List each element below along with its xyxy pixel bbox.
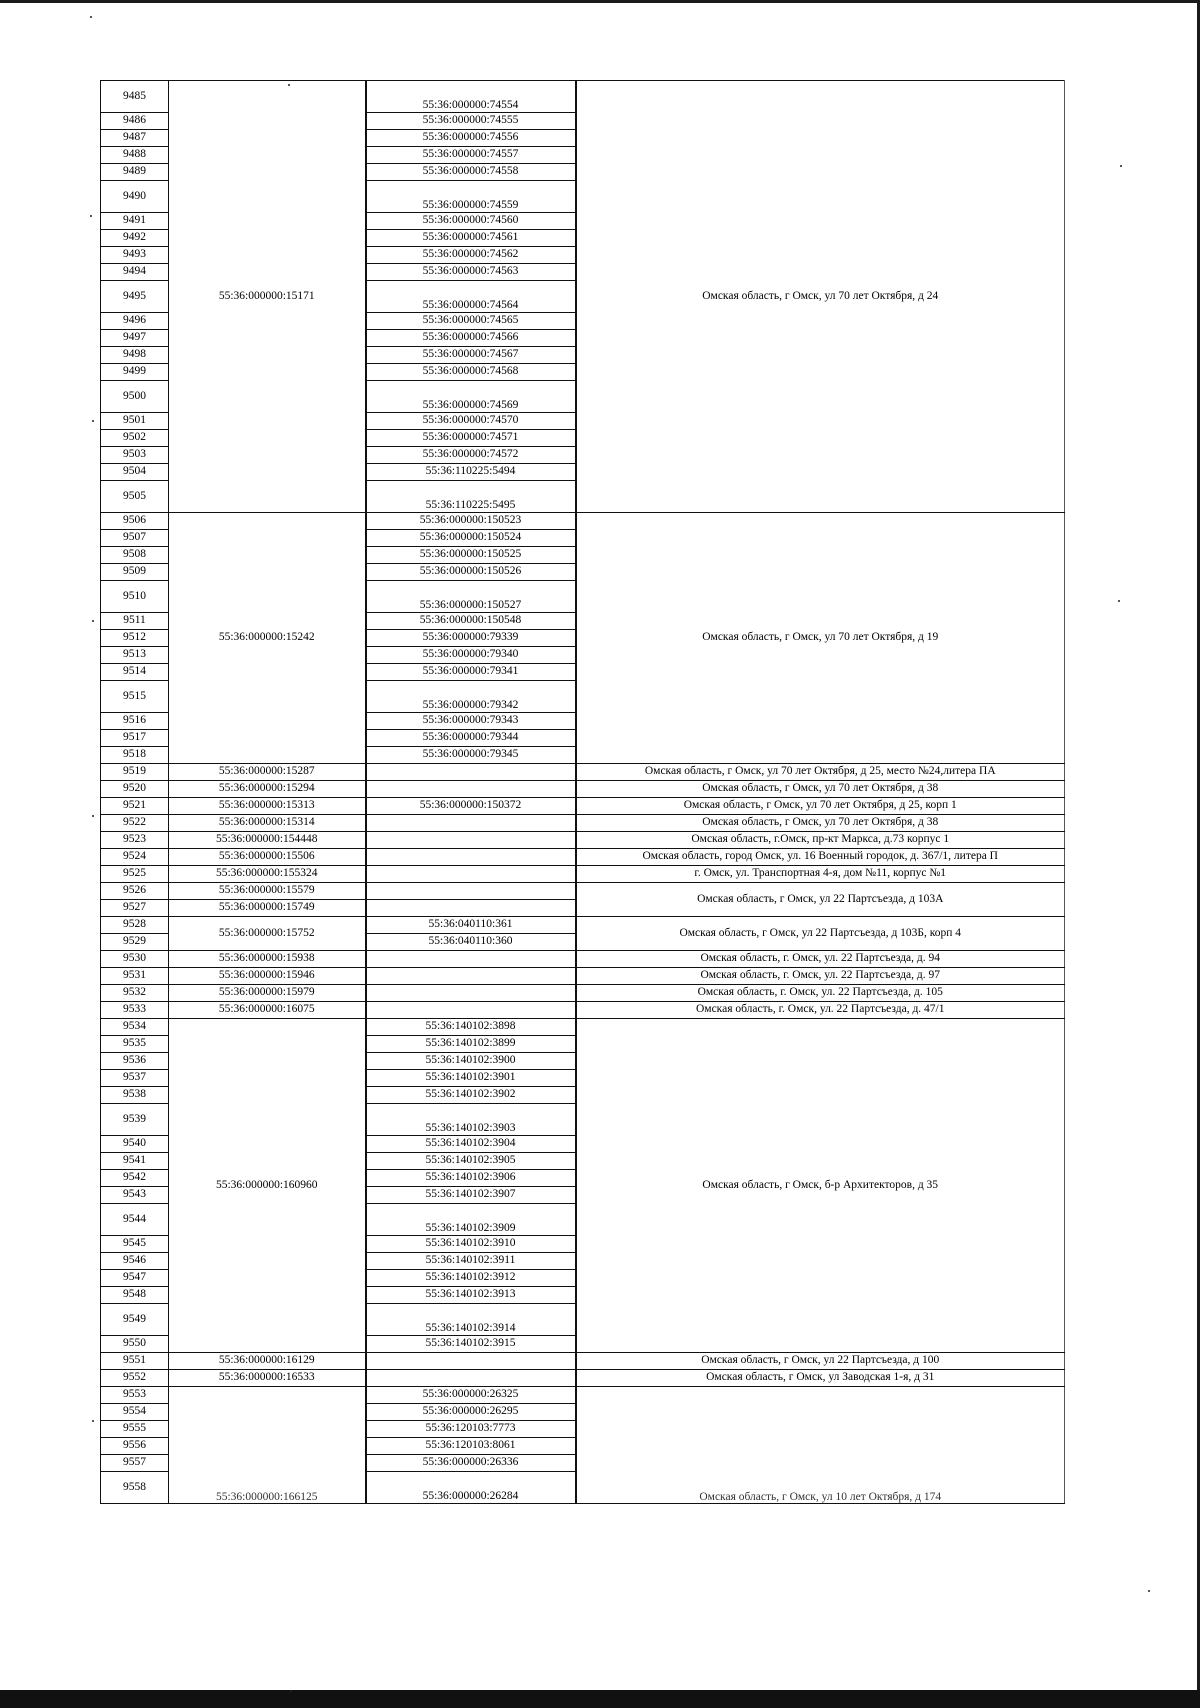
cadastral-number: 55:36:000000:15506 bbox=[169, 849, 366, 866]
parcel-number: 55:36:110225:5494 bbox=[366, 464, 576, 481]
scan-speck bbox=[92, 420, 94, 422]
cadastral-number: 55:36:000000:15579 bbox=[169, 883, 366, 900]
row-number: 9509 bbox=[101, 564, 169, 581]
row-number: 9501 bbox=[101, 413, 169, 430]
cadastral-number: 55:36:000000:15938 bbox=[169, 951, 366, 968]
row-number: 9522 bbox=[101, 815, 169, 832]
parcel-number: 55:36:000000:74571 bbox=[366, 430, 576, 447]
cadastral-number: 55:36:000000:154448 bbox=[169, 832, 366, 849]
parcel-number: 55:36:000000:74555 bbox=[366, 113, 576, 130]
parcel-number bbox=[366, 764, 576, 781]
table-row bbox=[101, 81, 1065, 113]
row-number: 9520 bbox=[101, 781, 169, 798]
row-number: 9527 bbox=[101, 900, 169, 917]
row-number: 9555 bbox=[101, 1421, 169, 1438]
parcel-number: 55:36:000000:74562 bbox=[366, 247, 576, 264]
cadastral-number: 55:36:000000:160960 bbox=[169, 1019, 366, 1353]
row-number: 9487 bbox=[101, 130, 169, 147]
cadastral-number: 55:36:000000:15752 bbox=[169, 917, 366, 951]
object-address: г. Омск, ул. Транспортная 4-я, дом №11, корпус №1 bbox=[576, 866, 1065, 883]
row-number: 9526 bbox=[101, 883, 169, 900]
parcel-number: 55:36:000000:74557 bbox=[366, 147, 576, 164]
parcel-number: 55:36:000000:26336 bbox=[366, 1455, 576, 1472]
row-number: 9534 bbox=[101, 1019, 169, 1036]
row-number: 9494 bbox=[101, 264, 169, 281]
parcel-number: 55:36:000000:79341 bbox=[366, 664, 576, 681]
parcel-number: 55:36:140102:3906 bbox=[366, 1170, 576, 1187]
row-number: 9493 bbox=[101, 247, 169, 264]
parcel-number bbox=[366, 968, 576, 985]
parcel-number: 55:36:000000:79342 bbox=[366, 681, 576, 713]
object-address: Омская область, г. Омск, ул. 22 Партсъезда, д. 94 bbox=[576, 951, 1065, 968]
row-number: 9513 bbox=[101, 647, 169, 664]
row-number: 9549 bbox=[101, 1304, 169, 1336]
parcel-number: 55:36:000000:150523 bbox=[366, 513, 576, 530]
scan-speck bbox=[90, 215, 92, 217]
cadastral-number: 55:36:000000:15979 bbox=[169, 985, 366, 1002]
row-number: 9517 bbox=[101, 730, 169, 747]
scan-speck bbox=[92, 815, 94, 817]
parcel-number: 55:36:000000:150372 bbox=[366, 798, 576, 815]
parcel-number: 55:36:140102:3903 bbox=[366, 1104, 576, 1136]
row-number: 9552 bbox=[101, 1370, 169, 1387]
parcel-number: 55:36:140102:3910 bbox=[366, 1236, 576, 1253]
parcel-number: 55:36:000000:74565 bbox=[366, 313, 576, 330]
row-number: 9543 bbox=[101, 1187, 169, 1204]
parcel-number bbox=[366, 781, 576, 798]
row-number: 9551 bbox=[101, 1353, 169, 1370]
row-number: 9492 bbox=[101, 230, 169, 247]
parcel-number: 55:36:000000:26284 bbox=[366, 1472, 576, 1504]
parcel-number bbox=[366, 985, 576, 1002]
parcel-number bbox=[366, 1370, 576, 1387]
row-number: 9491 bbox=[101, 213, 169, 230]
parcel-number: 55:36:000000:74560 bbox=[366, 213, 576, 230]
parcel-number: 55:36:000000:79344 bbox=[366, 730, 576, 747]
row-number: 9558 bbox=[101, 1472, 169, 1504]
parcel-number: 55:36:140102:3914 bbox=[366, 1304, 576, 1336]
cadastral-number: 55:36:000000:16533 bbox=[169, 1370, 366, 1387]
parcel-number: 55:36:000000:150524 bbox=[366, 530, 576, 547]
parcel-number bbox=[366, 832, 576, 849]
parcel-number: 55:36:000000:150548 bbox=[366, 613, 576, 630]
table-row bbox=[101, 815, 1065, 832]
parcel-number: 55:36:040110:361 bbox=[366, 917, 576, 934]
parcel-number: 55:36:140102:3913 bbox=[366, 1287, 576, 1304]
row-number: 9507 bbox=[101, 530, 169, 547]
row-number: 9539 bbox=[101, 1104, 169, 1136]
scan-speck bbox=[1148, 1590, 1150, 1592]
parcel-number: 55:36:000000:26295 bbox=[366, 1404, 576, 1421]
row-number: 9548 bbox=[101, 1287, 169, 1304]
parcel-number: 55:36:000000:150525 bbox=[366, 547, 576, 564]
parcel-number: 55:36:140102:3905 bbox=[366, 1153, 576, 1170]
parcel-number: 55:36:000000:26325 bbox=[366, 1387, 576, 1404]
row-number: 9490 bbox=[101, 181, 169, 213]
table-row bbox=[101, 1370, 1065, 1387]
object-address: Омская область, г Омск, ул 70 лет Октября, д 25, корп 1 bbox=[576, 798, 1065, 815]
object-address: Омская область, г Омск, б-р Архитекторов, д 35 bbox=[576, 1019, 1065, 1353]
table-row bbox=[101, 866, 1065, 883]
row-number: 9525 bbox=[101, 866, 169, 883]
row-number: 9496 bbox=[101, 313, 169, 330]
row-number: 9485 bbox=[101, 81, 169, 113]
row-number: 9502 bbox=[101, 430, 169, 447]
parcel-number: 55:36:140102:3902 bbox=[366, 1087, 576, 1104]
parcel-number: 55:36:140102:3901 bbox=[366, 1070, 576, 1087]
parcel-number: 55:36:140102:3899 bbox=[366, 1036, 576, 1053]
row-number: 9488 bbox=[101, 147, 169, 164]
scan-speck bbox=[1120, 165, 1122, 167]
table-row bbox=[101, 513, 1065, 530]
row-number: 9512 bbox=[101, 630, 169, 647]
table-row bbox=[101, 832, 1065, 849]
table-row bbox=[101, 985, 1065, 1002]
parcel-number: 55:36:120103:7773 bbox=[366, 1421, 576, 1438]
row-number: 9550 bbox=[101, 1336, 169, 1353]
row-number: 9556 bbox=[101, 1438, 169, 1455]
parcel-number bbox=[366, 866, 576, 883]
parcel-number: 55:36:140102:3907 bbox=[366, 1187, 576, 1204]
parcel-number: 55:36:000000:74566 bbox=[366, 330, 576, 347]
parcel-number: 55:36:000000:150526 bbox=[366, 564, 576, 581]
row-number: 9542 bbox=[101, 1170, 169, 1187]
parcel-number: 55:36:000000:74556 bbox=[366, 130, 576, 147]
parcel-number: 55:36:040110:360 bbox=[366, 934, 576, 951]
cadastral-number: 55:36:000000:15313 bbox=[169, 798, 366, 815]
row-number: 9538 bbox=[101, 1087, 169, 1104]
object-address: Омская область, г Омск, ул 22 Партсъезда, д 100 bbox=[576, 1353, 1065, 1370]
parcel-number: 55:36:000000:74569 bbox=[366, 381, 576, 413]
row-number: 9553 bbox=[101, 1387, 169, 1404]
row-number: 9489 bbox=[101, 164, 169, 181]
parcel-number bbox=[366, 849, 576, 866]
row-number: 9511 bbox=[101, 613, 169, 630]
object-address: Омская область, г Омск, ул 70 лет Октября, д 38 bbox=[576, 815, 1065, 832]
parcel-number: 55:36:000000:74554 bbox=[366, 81, 576, 113]
cadastral-number: 55:36:000000:15287 bbox=[169, 764, 366, 781]
parcel-number bbox=[366, 1002, 576, 1019]
parcel-number bbox=[366, 1353, 576, 1370]
row-number: 9486 bbox=[101, 113, 169, 130]
object-address: Омская область, г Омск, ул 22 Партсъезда, д 103Б, корп 4 bbox=[576, 917, 1065, 951]
scan-speck bbox=[92, 1420, 94, 1422]
object-address: Омская область, г. Омск, ул. 22 Партсъезда, д. 105 bbox=[576, 985, 1065, 1002]
parcel-number: 55:36:140102:3911 bbox=[366, 1253, 576, 1270]
object-address: Омская область, г.Омск, пр-кт Маркса, д.73 корпус 1 bbox=[576, 832, 1065, 849]
parcel-number: 55:36:000000:79340 bbox=[366, 647, 576, 664]
row-number: 9521 bbox=[101, 798, 169, 815]
cadastral-number: 55:36:000000:166125 bbox=[169, 1387, 366, 1504]
object-address: Омская область, г Омск, ул 10 лет Октября, д 174 bbox=[576, 1387, 1065, 1504]
scan-speck bbox=[1118, 600, 1120, 602]
row-number: 9557 bbox=[101, 1455, 169, 1472]
cadastral-number: 55:36:000000:15314 bbox=[169, 815, 366, 832]
row-number: 9499 bbox=[101, 364, 169, 381]
table-row bbox=[101, 951, 1065, 968]
parcel-number: 55:36:140102:3912 bbox=[366, 1270, 576, 1287]
object-address: Омская область, город Омск, ул. 16 Военный городок, д. 367/1, литера П bbox=[576, 849, 1065, 866]
cadastral-number: 55:36:000000:155324 bbox=[169, 866, 366, 883]
parcel-number bbox=[366, 900, 576, 917]
row-number: 9530 bbox=[101, 951, 169, 968]
parcel-number bbox=[366, 883, 576, 900]
row-number: 9531 bbox=[101, 968, 169, 985]
row-number: 9498 bbox=[101, 347, 169, 364]
parcel-number: 55:36:000000:74568 bbox=[366, 364, 576, 381]
scan-speck bbox=[90, 16, 92, 18]
cadastral-register-table bbox=[100, 80, 1065, 1504]
parcel-number: 55:36:000000:74561 bbox=[366, 230, 576, 247]
parcel-number: 55:36:000000:79343 bbox=[366, 713, 576, 730]
row-number: 9503 bbox=[101, 447, 169, 464]
row-number: 9532 bbox=[101, 985, 169, 1002]
row-number: 9541 bbox=[101, 1153, 169, 1170]
row-number: 9516 bbox=[101, 713, 169, 730]
object-address: Омская область, г Омск, ул 70 лет Октября, д 19 bbox=[576, 513, 1065, 764]
row-number: 9554 bbox=[101, 1404, 169, 1421]
parcel-number: 55:36:000000:150527 bbox=[366, 581, 576, 613]
row-number: 9506 bbox=[101, 513, 169, 530]
parcel-number: 55:36:140102:3909 bbox=[366, 1204, 576, 1236]
scan-edge-top bbox=[0, 0, 1200, 3]
table-row bbox=[101, 1019, 1065, 1036]
parcel-number: 55:36:000000:74558 bbox=[366, 164, 576, 181]
parcel-number: 55:36:000000:74567 bbox=[366, 347, 576, 364]
table-row bbox=[101, 781, 1065, 798]
scan-speck bbox=[92, 620, 94, 622]
parcel-number: 55:36:140102:3904 bbox=[366, 1136, 576, 1153]
object-address: Омская область, г. Омск, ул. 22 Партсъезда, д. 97 bbox=[576, 968, 1065, 985]
object-address: Омская область, г Омск, ул 70 лет Октября, д 38 bbox=[576, 781, 1065, 798]
row-number: 9528 bbox=[101, 917, 169, 934]
parcel-number bbox=[366, 815, 576, 832]
row-number: 9546 bbox=[101, 1253, 169, 1270]
cadastral-number: 55:36:000000:15294 bbox=[169, 781, 366, 798]
object-address: Омская область, г Омск, ул 70 лет Октября, д 25, место №24,литера ПА bbox=[576, 764, 1065, 781]
row-number: 9544 bbox=[101, 1204, 169, 1236]
parcel-number: 55:36:000000:74559 bbox=[366, 181, 576, 213]
table-row bbox=[101, 1387, 1065, 1404]
parcel-number: 55:36:000000:74572 bbox=[366, 447, 576, 464]
row-number: 9518 bbox=[101, 747, 169, 764]
row-number: 9497 bbox=[101, 330, 169, 347]
row-number: 9540 bbox=[101, 1136, 169, 1153]
parcel-number: 55:36:000000:74564 bbox=[366, 281, 576, 313]
parcel-number: 55:36:140102:3898 bbox=[366, 1019, 576, 1036]
parcel-number: 55:36:000000:79345 bbox=[366, 747, 576, 764]
object-address: Омская область, г Омск, ул Заводская 1-я, д 31 bbox=[576, 1370, 1065, 1387]
parcel-number: 55:36:120103:8061 bbox=[366, 1438, 576, 1455]
table-row bbox=[101, 798, 1065, 815]
row-number: 9515 bbox=[101, 681, 169, 713]
row-number: 9536 bbox=[101, 1053, 169, 1070]
row-number: 9535 bbox=[101, 1036, 169, 1053]
table-row bbox=[101, 917, 1065, 934]
table-row bbox=[101, 1353, 1065, 1370]
register-body bbox=[101, 81, 1065, 1504]
parcel-number: 55:36:000000:74563 bbox=[366, 264, 576, 281]
row-number: 9547 bbox=[101, 1270, 169, 1287]
cadastral-number: 55:36:000000:15171 bbox=[169, 81, 366, 513]
table-row bbox=[101, 1002, 1065, 1019]
row-number: 9514 bbox=[101, 664, 169, 681]
table-row bbox=[101, 883, 1065, 900]
cadastral-number: 55:36:000000:15749 bbox=[169, 900, 366, 917]
scan-edge-bottom bbox=[0, 1690, 1200, 1708]
object-address: Омская область, г Омск, ул 70 лет Октября, д 24 bbox=[576, 81, 1065, 513]
row-number: 9519 bbox=[101, 764, 169, 781]
parcel-number: 55:36:000000:74570 bbox=[366, 413, 576, 430]
row-number: 9533 bbox=[101, 1002, 169, 1019]
cadastral-number: 55:36:000000:15242 bbox=[169, 513, 366, 764]
object-address: Омская область, г. Омск, ул. 22 Партсъезда, д. 47/1 bbox=[576, 1002, 1065, 1019]
row-number: 9495 bbox=[101, 281, 169, 313]
table-row bbox=[101, 968, 1065, 985]
parcel-number: 55:36:140102:3915 bbox=[366, 1336, 576, 1353]
parcel-number bbox=[366, 951, 576, 968]
cadastral-number: 55:36:000000:15946 bbox=[169, 968, 366, 985]
cadastral-number: 55:36:000000:16075 bbox=[169, 1002, 366, 1019]
parcel-number: 55:36:140102:3900 bbox=[366, 1053, 576, 1070]
row-number: 9500 bbox=[101, 381, 169, 413]
row-number: 9510 bbox=[101, 581, 169, 613]
table-row bbox=[101, 849, 1065, 866]
table-row bbox=[101, 764, 1065, 781]
row-number: 9524 bbox=[101, 849, 169, 866]
row-number: 9545 bbox=[101, 1236, 169, 1253]
parcel-number: 55:36:110225:5495 bbox=[366, 481, 576, 513]
row-number: 9537 bbox=[101, 1070, 169, 1087]
row-number: 9508 bbox=[101, 547, 169, 564]
row-number: 9523 bbox=[101, 832, 169, 849]
scan-speck bbox=[290, 1690, 292, 1692]
object-address: Омская область, г Омск, ул 22 Партсъезда, д 103А bbox=[576, 883, 1065, 917]
row-number: 9529 bbox=[101, 934, 169, 951]
cadastral-number: 55:36:000000:16129 bbox=[169, 1353, 366, 1370]
row-number: 9505 bbox=[101, 481, 169, 513]
row-number: 9504 bbox=[101, 464, 169, 481]
parcel-number: 55:36:000000:79339 bbox=[366, 630, 576, 647]
